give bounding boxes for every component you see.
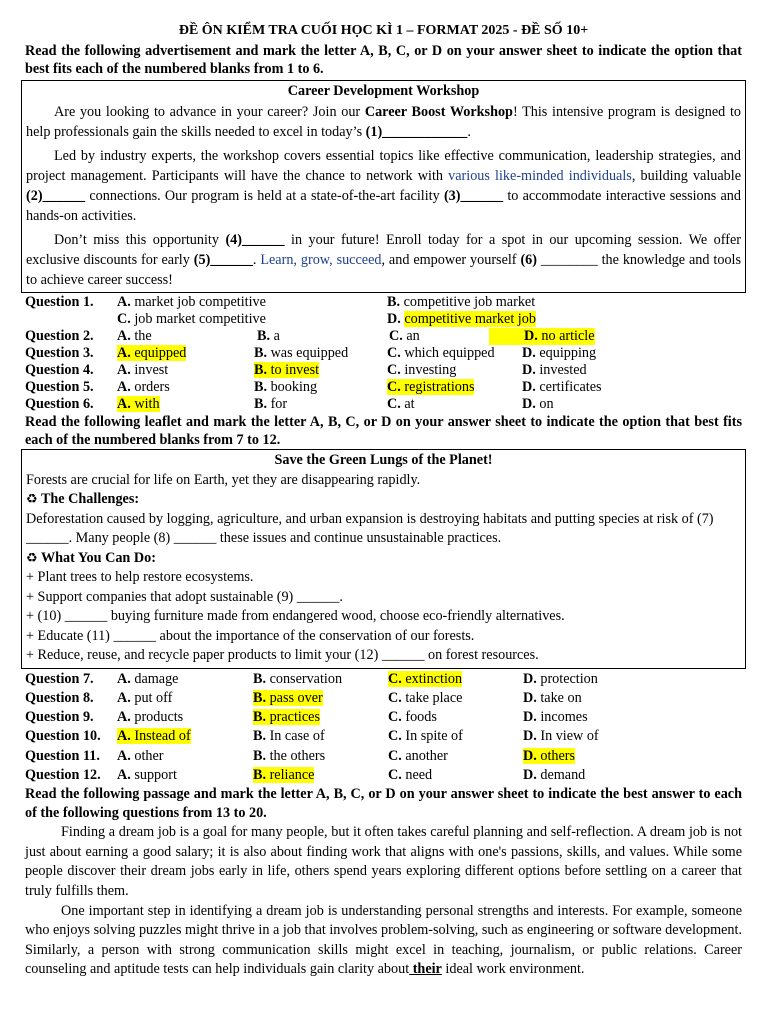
- option-c: C. extinction: [388, 670, 463, 687]
- option-d: D. protection: [523, 670, 598, 687]
- option-d: D. no article: [489, 328, 595, 345]
- page-title: ĐỀ ÔN KIỂM TRA CUỐI HỌC KÌ 1 – FORMAT 2025 - ĐỀ SỐ 10+: [178, 23, 589, 38]
- option-b: B. In case of: [253, 728, 325, 745]
- option-c: C. registrations: [387, 379, 475, 395]
- option-c: C. need: [388, 766, 433, 783]
- option-a: A. Instead of: [117, 728, 191, 745]
- question-label: Question 9.: [25, 709, 94, 726]
- option-d: D. equipping: [522, 345, 597, 361]
- instruction-3: Read the following passage and mark the letter A, B, C, or D on your answer sheet to indicate the best answer to each of the following questions from 13 to 20.: [25, 786, 742, 822]
- option-b: B. the others: [253, 747, 326, 764]
- option-d: D. In view of: [523, 728, 599, 745]
- option-b: B. booking: [254, 379, 318, 395]
- ad-paragraph-3: Don’t miss this opportunity (4)______ in your future! Enroll today for a spot in our upcoming session. We offer exclusive discounts for early (5)______. Learn, grow, succeed, and empower yourself (6) ________ the knowledge and tools to achieve career success!: [26, 232, 741, 288]
- ad-paragraph-1: Are you looking to advance in your career? Join our Career Boost Workshop! This intensive program is designed to help professionals gain the skills needed to excel in today’s (1)____________.: [26, 104, 741, 140]
- question-label: Question 11.: [25, 747, 100, 764]
- action-item: + Educate (11) ______ about the importance of the conservation of our forests.: [26, 627, 475, 644]
- question-label: Question 4.: [25, 362, 94, 378]
- option-d: D. on: [522, 396, 554, 412]
- question-row: [25, 396, 742, 413]
- option-b: B. pass over: [253, 689, 323, 706]
- instruction-1: Read the following advertisement and mark the letter A, B, C, or D on your answer sheet to indicate the option that best fits each of the numbered blanks from 1 to 6.: [25, 43, 742, 77]
- option-d: D. others: [523, 747, 576, 764]
- question-label: Question 7.: [25, 670, 94, 687]
- leaflet-box: [21, 449, 746, 669]
- option-b: B. a: [257, 328, 280, 344]
- question-row: [25, 362, 742, 379]
- leaflet-title: Save the Green Lungs of the Planet!: [274, 452, 493, 468]
- question-row: [25, 689, 742, 708]
- question-block-2: [25, 670, 742, 786]
- option-a: A. damage: [117, 670, 179, 687]
- option-c: C. at: [387, 396, 415, 412]
- option-a: A. products: [117, 709, 184, 726]
- question-row-continued: [25, 311, 742, 328]
- option-c: C. another: [388, 747, 448, 764]
- option-a: A. orders: [117, 379, 170, 395]
- question-row: [25, 747, 742, 766]
- leaflet-intro: Forests are crucial for life on Earth, yet they are disappearing rapidly.: [26, 471, 421, 488]
- option-a: A. invest: [117, 362, 169, 378]
- option-d: D. certificates: [522, 379, 602, 395]
- challenges-text: Deforestation caused by logging, agriculture, and urban expansion is destroying habitats and putting species at risk of (7) ______. Many people (8) ______ these issues and continue unsustainable practices.: [26, 510, 714, 546]
- question-label: Question 8.: [25, 689, 94, 706]
- instruction-2: Read the following leaflet and mark the letter A, B, C, or D on your answer sheet to indicate the option that best fits each of the numbered blanks from 7 to 12.: [25, 414, 742, 448]
- question-row: [25, 345, 742, 362]
- question-label: Question 5.: [25, 379, 94, 395]
- advertisement-title: Career Development Workshop: [287, 83, 480, 99]
- option-b: B. practices: [253, 709, 320, 726]
- action-item: + Support companies that adopt sustainable (9) ______.: [26, 588, 343, 605]
- option-b: B. was equipped: [254, 345, 349, 361]
- advertisement-box: [21, 80, 746, 293]
- question-row: [25, 670, 742, 689]
- question-label: Question 2.: [25, 328, 94, 344]
- option-b: B. to invest: [254, 362, 320, 378]
- question-row: [25, 727, 742, 746]
- option-c: C. job market competitive: [117, 311, 266, 327]
- challenges-heading: ♻ The Challenges:: [26, 491, 140, 507]
- option-a: A. the: [117, 328, 152, 344]
- option-b: B. for: [254, 396, 288, 412]
- question-row: [25, 708, 742, 727]
- option-a: A. put off: [117, 689, 173, 706]
- passage-paragraph-1: Finding a dream job is a goal for many people, but it often takes careful planning and self-reflection. A dream job is not just about earning a good salary; it is also about finding work that aligns with one's passions, skills, and values. While some people discover their dream jobs early in life, others spend years exploring different options before settling on a career that truly fulfills them.: [25, 824, 742, 900]
- question-row: [25, 379, 742, 396]
- action-item: + Reduce, reuse, and recycle paper products to limit your (12) ______ on forest resources.: [26, 647, 539, 663]
- option-d: D. competitive market job: [387, 311, 536, 327]
- question-block-1: [25, 294, 742, 413]
- option-c: C. take place: [388, 689, 463, 706]
- option-c: C. an: [389, 328, 420, 344]
- recycle-icon: ♻: [26, 492, 38, 507]
- recycle-icon: ♻: [26, 550, 38, 566]
- passage-paragraph-2: One important step in identifying a dream job is understanding personal strengths and interests. For example, someone who enjoys solving puzzles might thrive in a job that involves problem-solving, such as engineering or software development. Similarly, a person with strong communication skills might excel in teaching, journalism, or public relations. Career counseling and aptitude tests can help individuals gain clarity about their ideal work environment.: [25, 902, 742, 978]
- option-c: C. In spite of: [388, 728, 463, 745]
- question-label: Question 6.: [25, 396, 94, 412]
- option-a: A. market job competitive: [117, 294, 266, 310]
- option-a: A. support: [117, 766, 177, 783]
- option-a: A. other: [117, 747, 164, 764]
- option-b: B. reliance: [253, 766, 315, 783]
- option-d: D. demand: [523, 766, 586, 783]
- question-row: [25, 766, 742, 785]
- option-d: D. invested: [522, 362, 587, 378]
- question-label: Question 1.: [25, 294, 94, 310]
- actions-heading: ♻ What You Can Do:: [26, 549, 156, 566]
- option-b: B. conservation: [253, 670, 343, 687]
- option-d: D. take on: [523, 689, 582, 706]
- question-label: Question 10.: [25, 728, 101, 745]
- option-c: C. investing: [387, 362, 457, 378]
- option-a: A. with: [117, 396, 160, 412]
- worksheet-page: [25, 22, 742, 980]
- question-label: Question 3.: [25, 345, 94, 361]
- action-item: + Plant trees to help restore ecosystems.: [26, 569, 254, 585]
- option-c: C. which equipped: [387, 345, 495, 361]
- option-a: A. equipped: [117, 345, 187, 361]
- question-row: [25, 294, 742, 311]
- question-row: [25, 328, 742, 345]
- ad-paragraph-2: Led by industry experts, the workshop covers essential topics like effective communication, leadership strategies, and project management. Participants will have the chance to network with various like-minded individuals, building valuable (2)______ connections. Our program is held at a state-of-the-art facility (3)______ to accommodate interactive sessions and hands-on activities.: [26, 148, 741, 224]
- question-label: Question 12.: [25, 766, 101, 783]
- option-c: C. foods: [388, 709, 437, 726]
- action-item: + (10) ______ buying furniture made from endangered wood, choose eco-friendly alternatives.: [26, 608, 565, 624]
- option-b: B. competitive job market: [387, 294, 536, 310]
- option-d: D. incomes: [523, 709, 588, 726]
